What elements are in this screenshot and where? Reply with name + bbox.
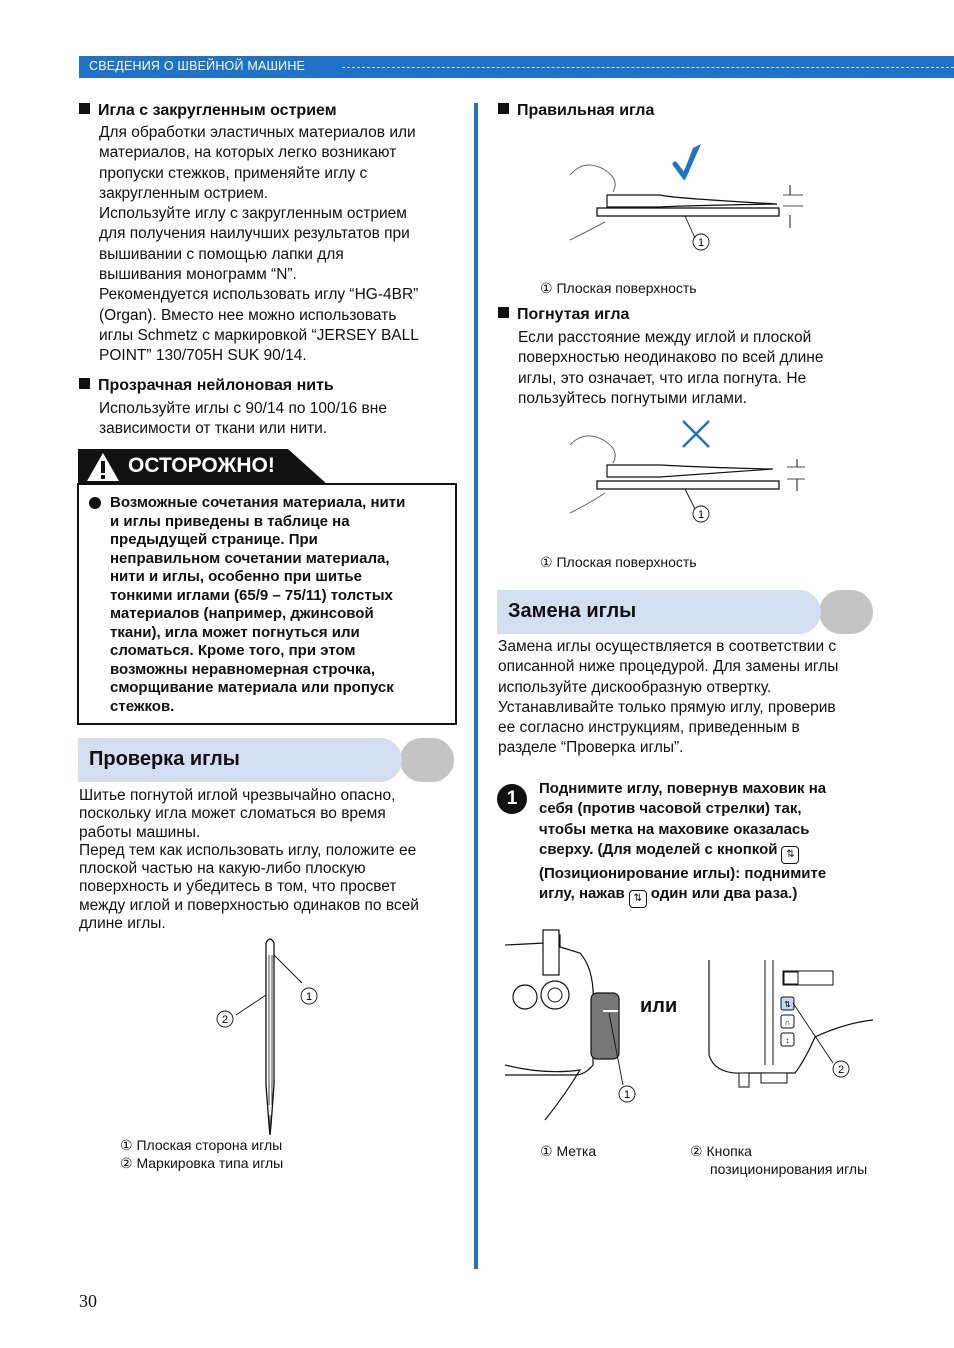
- mark-legend: ① Метка: [540, 1143, 597, 1159]
- nylon-body: [99, 399, 469, 440]
- legend-item: ② Маркировка типа иглы: [120, 1154, 284, 1171]
- step-number-badge: 1: [497, 784, 527, 814]
- handwheel-illustration: [505, 925, 645, 1120]
- bent-needle-illustration: [565, 415, 815, 555]
- caution-text: [110, 494, 448, 716]
- replace-needle-body: [498, 637, 878, 759]
- text-line: (Organ). Вместо нее можно использовать: [99, 306, 397, 324]
- svg-text:1: 1: [623, 1089, 631, 1101]
- check-needle-body: [79, 787, 459, 933]
- bent-needle-heading: [498, 306, 629, 324]
- text-line: сломаться. Кроме того, при этом: [110, 642, 356, 659]
- text-line: предыдущей странице. При: [110, 531, 318, 548]
- svg-text:↕: ↕: [785, 1036, 790, 1045]
- text-line: Для обработки эластичных материалов или: [99, 124, 416, 141]
- bent-needle-legend: ① Плоская поверхность: [540, 554, 697, 570]
- text-line: Шитье погнутой иглой чрезвычайно опасно,: [79, 787, 396, 804]
- text-line: [539, 884, 879, 908]
- nylon-heading: [79, 377, 334, 395]
- text-line: ее согласно инструкциям, приведенным в: [498, 719, 800, 737]
- page-number: 30: [79, 1291, 97, 1311]
- text-line: ткани), игла может погнуться или: [110, 623, 360, 641]
- square-bullet-icon: [498, 307, 509, 318]
- text-line: Поднимите иглу, повернув маховик на: [539, 780, 827, 797]
- text-line: и иглы приведены в таблице на: [110, 512, 350, 530]
- svg-text:2: 2: [221, 1014, 229, 1026]
- svg-text:1: 1: [305, 991, 313, 1003]
- good-needle-legend: ① Плоская поверхность: [540, 280, 697, 296]
- text-line: Используйте иглу с закругленным острием: [99, 205, 407, 223]
- section-header-title: СВЕДЕНИЯ О ШВЕЙНОЙ МАШИНЕ: [89, 59, 306, 73]
- check-needle-title: Проверка иглы: [89, 748, 240, 770]
- good-needle-title: Правильная игла: [517, 102, 655, 119]
- handwheel: [591, 993, 619, 1059]
- section-bar-replace-needle: [497, 590, 873, 634]
- text-line: используйте дискообразную отвертку.: [498, 678, 772, 696]
- text-line: себя (против часовой стрелки) так,: [539, 800, 802, 818]
- text-fragment: сверху. (Для моделей с кнопкой: [539, 840, 778, 858]
- text-line: вышивания монограмм “N”.: [99, 266, 297, 284]
- svg-text:⇅: ⇅: [784, 1000, 791, 1009]
- text-fragment: один или два раза.): [650, 885, 798, 903]
- text-fragment: иглу, нажав: [539, 885, 625, 903]
- text-line: зависимости от ткани или нити.: [99, 420, 328, 438]
- text-line: между иглой и поверхностью одинаков по всей: [79, 896, 419, 914]
- text-line: закругленным острием.: [99, 184, 269, 202]
- text-line: Используйте иглы с 90/14 по 100/16 вне: [99, 400, 387, 417]
- text-line: Если расстояние между иглой и плоской: [518, 329, 812, 346]
- needle-illustration: [210, 935, 330, 1140]
- text-line: поверхностью неодинаково по всей длине: [518, 349, 824, 367]
- text-line: нити и иглы, особенно при шитье: [110, 568, 362, 585]
- text-line: (Позиционирование иглы): поднимите: [539, 864, 827, 882]
- svg-text:1: 1: [697, 509, 705, 521]
- text-line: сморщивание материала или пропуск: [110, 679, 394, 696]
- button-panel-illustration: [705, 955, 875, 1095]
- text-line: пользуйтесь погнутыми иглами.: [518, 389, 747, 407]
- section-bar-cap: [819, 590, 873, 634]
- text-line: для получения наилучших результатов при: [99, 225, 410, 243]
- legend-item: позиционирования иглы: [710, 1160, 868, 1177]
- text-line: тонкими иглами (65/9 – 75/11) толстых: [110, 586, 393, 604]
- text-line: Замена иглы осуществляется в соответствии с: [498, 638, 837, 655]
- text-line: разделе “Проверка иглы”.: [498, 739, 684, 757]
- replace-needle-title: Замена иглы: [508, 600, 637, 622]
- text-line: POINT” 130/705H SUK 90/14.: [99, 347, 307, 365]
- nylon-title: Прозрачная нейлоновая нить: [98, 377, 334, 394]
- header-dashed-line: [342, 67, 954, 68]
- text-line: стежков.: [110, 697, 175, 715]
- ball-point-body: [99, 123, 469, 367]
- svg-text:2: 2: [837, 1064, 845, 1076]
- ball-point-heading: [79, 102, 337, 120]
- text-line: материалов, на которых легко возникают: [99, 144, 397, 162]
- text-line: поверхность и убедитесь в том, что просвет: [79, 878, 397, 896]
- ball-point-title: Игла с закругленным острием: [98, 102, 337, 119]
- legend-item: ② Кнопка: [690, 1143, 752, 1159]
- text-line: поскольку игла может сломаться во время: [79, 805, 386, 823]
- column-divider: [474, 103, 478, 1269]
- text-line: иглы, это означает, что игла погнута. Не: [518, 369, 807, 387]
- text-line: Устанавливайте только прямую иглу, проверив: [498, 698, 836, 716]
- svg-text:1: 1: [697, 237, 705, 249]
- bent-needle-body: [518, 328, 888, 409]
- text-line: иглы Schmetz с маркировкой “JERSEY BALL: [99, 326, 419, 344]
- text-line: пропуски стежков, применяйте иглу с: [99, 164, 368, 182]
- text-line: материалов (например, джинсовой: [110, 605, 374, 622]
- needle-position-button-icon: ⇅: [781, 846, 799, 864]
- square-bullet-icon: [79, 378, 90, 389]
- square-bullet-icon: [79, 103, 90, 114]
- button-legend: [690, 1143, 867, 1178]
- needle-legend: [120, 1137, 283, 1172]
- text-line: плоской частью на какую-либо плоскую: [79, 860, 366, 878]
- text-line: возможны неравномерная строчка,: [110, 660, 376, 678]
- good-needle-heading: [498, 102, 654, 120]
- text-line: Возможные сочетания материала, нити: [110, 494, 406, 511]
- text-line: Рекомендуется использовать иглу “HG-4BR”: [99, 286, 419, 304]
- section-bar-check-needle: [78, 738, 454, 782]
- text-line: Перед тем как использовать иглу, положите ее: [79, 841, 417, 859]
- good-needle-illustration: [565, 140, 815, 280]
- step-1-text: [539, 779, 879, 908]
- warning-triangle-icon: [86, 452, 120, 482]
- text-line: описанной ниже процедурой. Для замены иглы: [498, 658, 839, 676]
- text-line: чтобы метка на маховике оказалась: [539, 820, 810, 838]
- svg-text:∩: ∩: [784, 1018, 791, 1027]
- legend-item: ① Плоская сторона иглы: [120, 1137, 283, 1153]
- needle-position-button-icon: ⇅: [629, 890, 647, 908]
- or-label: или: [640, 995, 678, 1017]
- bent-needle-title: Погнутая игла: [517, 306, 630, 323]
- text-line: вышивании с помощью лапки для: [99, 245, 344, 263]
- section-header-bar: [79, 56, 954, 78]
- text-line: [539, 840, 879, 864]
- caution-label: ОСТОРОЖНО!: [128, 454, 275, 477]
- text-line: длине иглы.: [79, 915, 166, 933]
- square-bullet-icon: [498, 103, 509, 114]
- section-bar-cap: [400, 738, 454, 782]
- text-line: работы машины.: [79, 823, 201, 841]
- text-line: неправильном сочетании материала,: [110, 549, 390, 567]
- round-bullet-icon: [89, 497, 101, 509]
